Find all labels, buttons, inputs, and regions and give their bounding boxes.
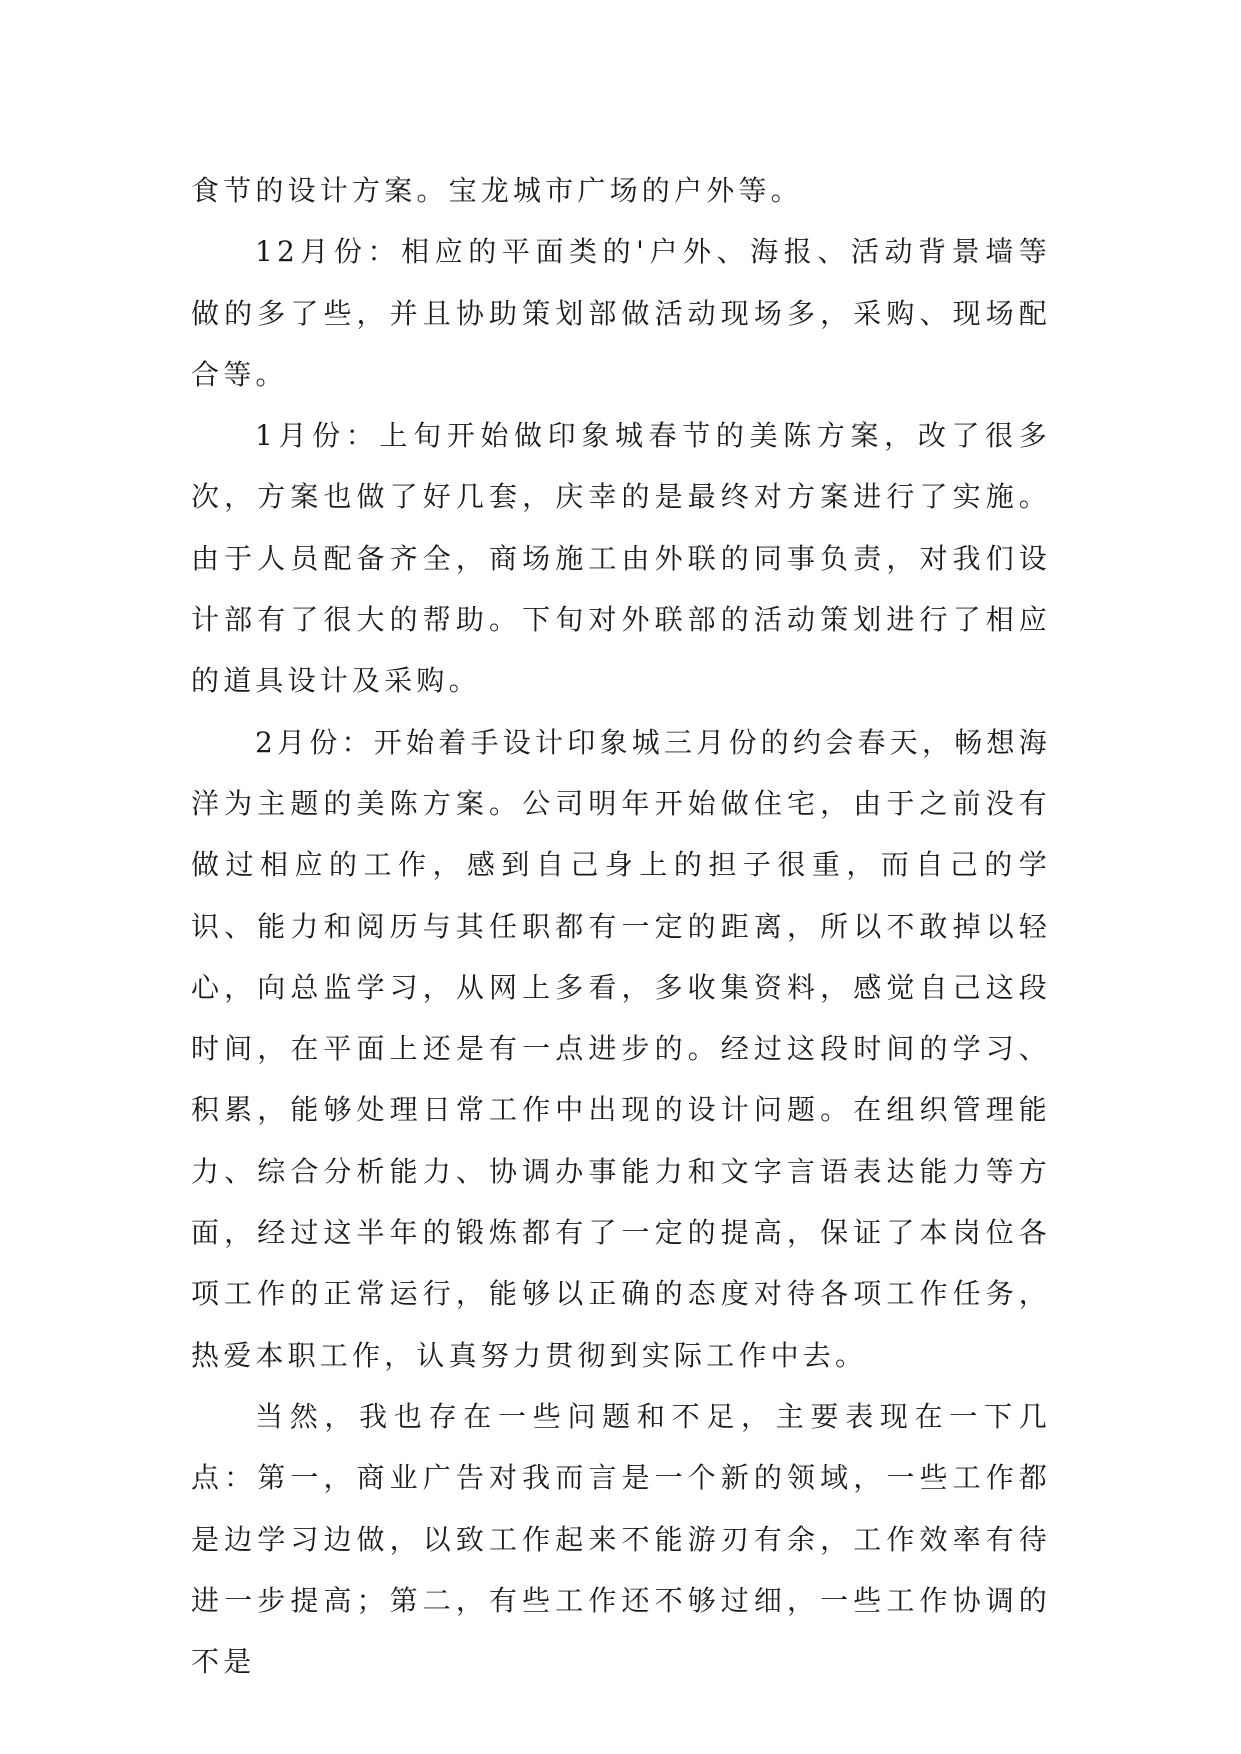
paragraph-shortcomings: 当然，我也存在一些问题和不足，主要表现在一下几点：第一，商业广告对我而言是一个新的领域，一些工作都是边学习边做，以致工作起来不能游刃有余，工作效率有待进一步提高；第二，有些工作还不够过细，一些工作协调的不是	[191, 1399, 1051, 1679]
document-body	[191, 160, 1051, 1692]
paragraph-continuation: 食节的设计方案。宝龙城市广场的户外等。	[191, 174, 803, 207]
paragraph-december: 12月份：相应的平面类的'户外、海报、活动背景墙等做的多了些，并且协助策划部做活动现场多，采购、现场配合等。	[191, 235, 1051, 391]
paragraph-february: 2月份：开始着手设计印象城三月份的约会春天，畅想海洋为主题的美陈方案。公司明年开始做住宅，由于之前没有做过相应的工作，感到自己身上的担子很重，而自己的学识、能力和阅历与其任职都有一定的距离，所以不敢掉以轻心，向总监学习，从网上多看，多收集资料，感觉自己这段时间，在平面上还是有一点进步的。经过这段时间的学习、积累，能够处理日常工作中出现的设计问题。在组织管理能力、综合分析能力、协调办事能力和文字言语表达能力等方面，经过这半年的锻炼都有了一定的提高，保证了本岗位各项工作的正常运行，能够以正确的态度对待各项工作任务，热爱本职工作，认真努力贯彻到实际工作中去。	[191, 725, 1051, 1372]
paragraph-january: 1月份：上旬开始做印象城春节的美陈方案，改了很多次，方案也做了好几套，庆幸的是最终对方案进行了实施。由于人员配备齐全，商场施工由外联的同事负责，对我们设计部有了很大的帮助。下旬对外联部的活动策划进行了相应的道具设计及采购。	[191, 419, 1051, 698]
